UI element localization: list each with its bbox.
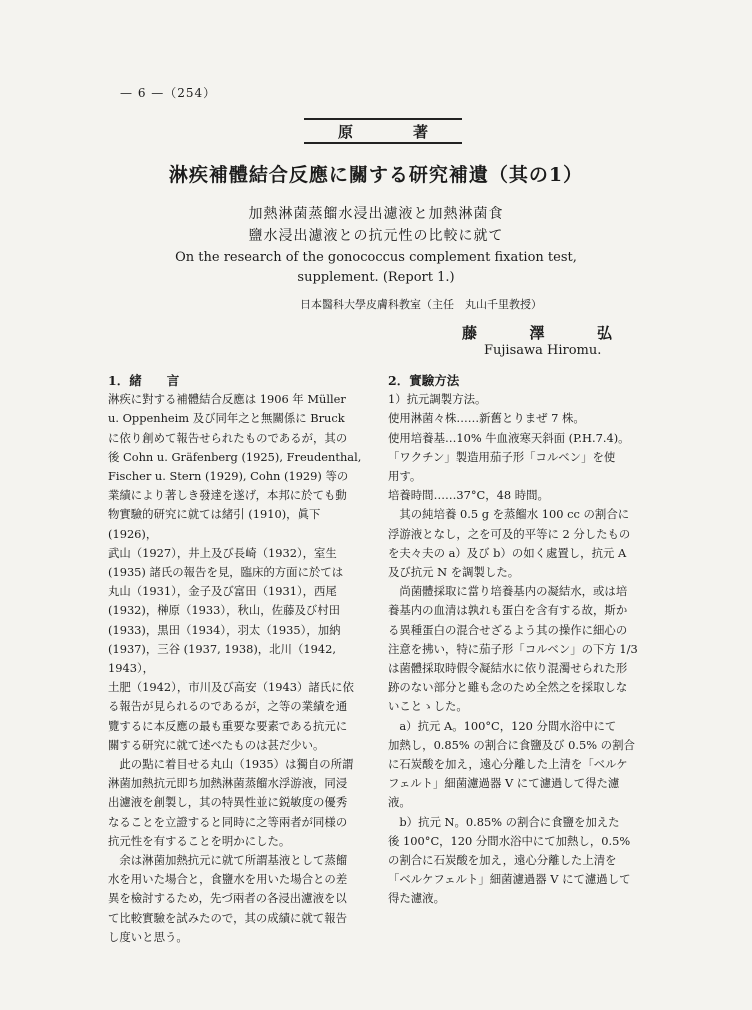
section-heading-methods: 2．實驗方法: [388, 373, 460, 388]
author-char-1: 藤: [462, 324, 478, 342]
article-title: 淋疾補體結合反應に關する研究補遺（其の1）: [168, 164, 584, 186]
paragraph: b）抗元 N。0.85% の割合に食鹽を加えた 後 100°C，120 分間水浴中にて加熱し，0.5% の割合に石炭酸を加え，遠心分離した上清を 「ベルケフェルト」細菌濾過器 V にて濾過して 得た濾液。: [388, 814, 631, 906]
article-subtitle-line-1: 加熱淋菌蒸餾水浸出濾液と加熱淋菌食: [248, 206, 504, 222]
paragraph: 1）抗元調製方法。 使用淋菌々株……新舊とりまぜ 7 株。 使用培養基…10% 牛血液寒天斜面 (P.H.7.4)。 「ワクチン」製造用茄子形「コルベン」を使 用す。 培養時間……37°C，48 時間。: [388, 392, 630, 503]
paragraph: a）抗元 A。100°C，120 分間水浴中にて 加熱し，0.85% の割合に食鹽及び 0.5% の割合 に石炭酸を加え，遠心分離した上清を「ベルケ フェルト」細菌濾過器 V にて濾過して得た濾 液。: [388, 718, 635, 810]
paragraph: 余は淋菌加熱抗元に就て所謂基液として蒸餾 水を用いた場合と，食鹽水を用いた場合との差 異を檢討するため，先づ兩者の各浸出濾液を以 て比較實驗を試みたので，其の成績に就て報告 し度いと思う。: [108, 853, 348, 944]
section-heading-introduction: 1．緒 言: [108, 373, 180, 388]
english-title-line-1: On the research of the gonococcus complement fixation test,: [175, 250, 577, 265]
left-column: [108, 371, 370, 947]
english-title-line-2: supplement. (Report 1.): [297, 270, 455, 285]
author-name-english: Fujisawa Hiromu.: [484, 343, 602, 358]
section-char-2: 著: [412, 122, 428, 141]
paragraph: 尚菌體採取に當り培養基内の凝結水，或は培 養基内の血清は孰れも蛋白を含有する故，斯か る異種蛋白の混合せざるよう其の操作に細心の 注意を拂い，特に茄子形「コルベン」の下方 1/3 は菌體採取時假令凝結水に依り混濁せられた形 跡のない部分と雖も念のため全然之を採取しな いことゝした。: [388, 584, 638, 714]
author-char-3: 弘: [596, 324, 612, 342]
affiliation: 日本醫科大學皮膚科教室（主任 丸山千里教授）: [300, 298, 542, 311]
author-char-2: 澤: [529, 324, 545, 342]
article-subtitle-line-2: 鹽水浸出濾液との抗元性の比較に就て: [248, 228, 504, 244]
paragraph: 此の點に着目せる丸山（1935）は獨自の所謂 淋菌加熱抗元即ち加熱淋菌蒸餾水浮游液，同浸 出濾液を創製し，其の特異性並に鋭敏度の優秀 なることを立證すると同時に之等兩者が同様の 抗元性を有することを明かにした。: [108, 757, 354, 848]
author-name-japanese: [462, 322, 612, 343]
section-label: [304, 118, 462, 144]
paragraph: 其の純培養 0.5 g を蒸餾水 100 cc の割合に 浮游液となし，之を可及的平等に 2 分したもの を夫々夫の a）及び b）の如く處置し，抗元 A 及び抗元 N を調製した。: [388, 507, 631, 580]
paragraph: 淋疾に對する補體結合反應は 1906 年 Müller u. Oppenheim 及び同年之と無關係に Bruck に依り創めて報告せられたものであるが，其の 後 Cohn u. Gräfenberg (1925), Freudenthal, Fischer u. Stern (1929), Cohn (1929) 等の 業績により著しき發達を遂げ，本邦に於ても動 物實驗的研究に就ては緒引 (1910)，眞下 (1926)， 武山（1927），井上及び長崎（1932），室生 (1935) 諸氏の報告を見，臨床的方面に於ては 丸山（1931），金子及び富田（1931），西尾 (1932)，榊原（1933），秋山，佐藤及び村田 (1933)，黒田（1934），羽太（1935），加納 (1937)，三谷 (1937, 1938)，北川（1942, 1943）， 土肥（1942），市川及び高安（1943）諸氏に依 る報告が見られるのであるが，之等の業績を通 覽するに本反應の最も重要な要素である抗元に 關する研究に就て述べたものは甚だ少い。: [108, 392, 362, 752]
page-number: — 6 —（254）: [120, 86, 217, 100]
right-column: [388, 371, 650, 909]
section-char-1: 原: [338, 122, 354, 141]
